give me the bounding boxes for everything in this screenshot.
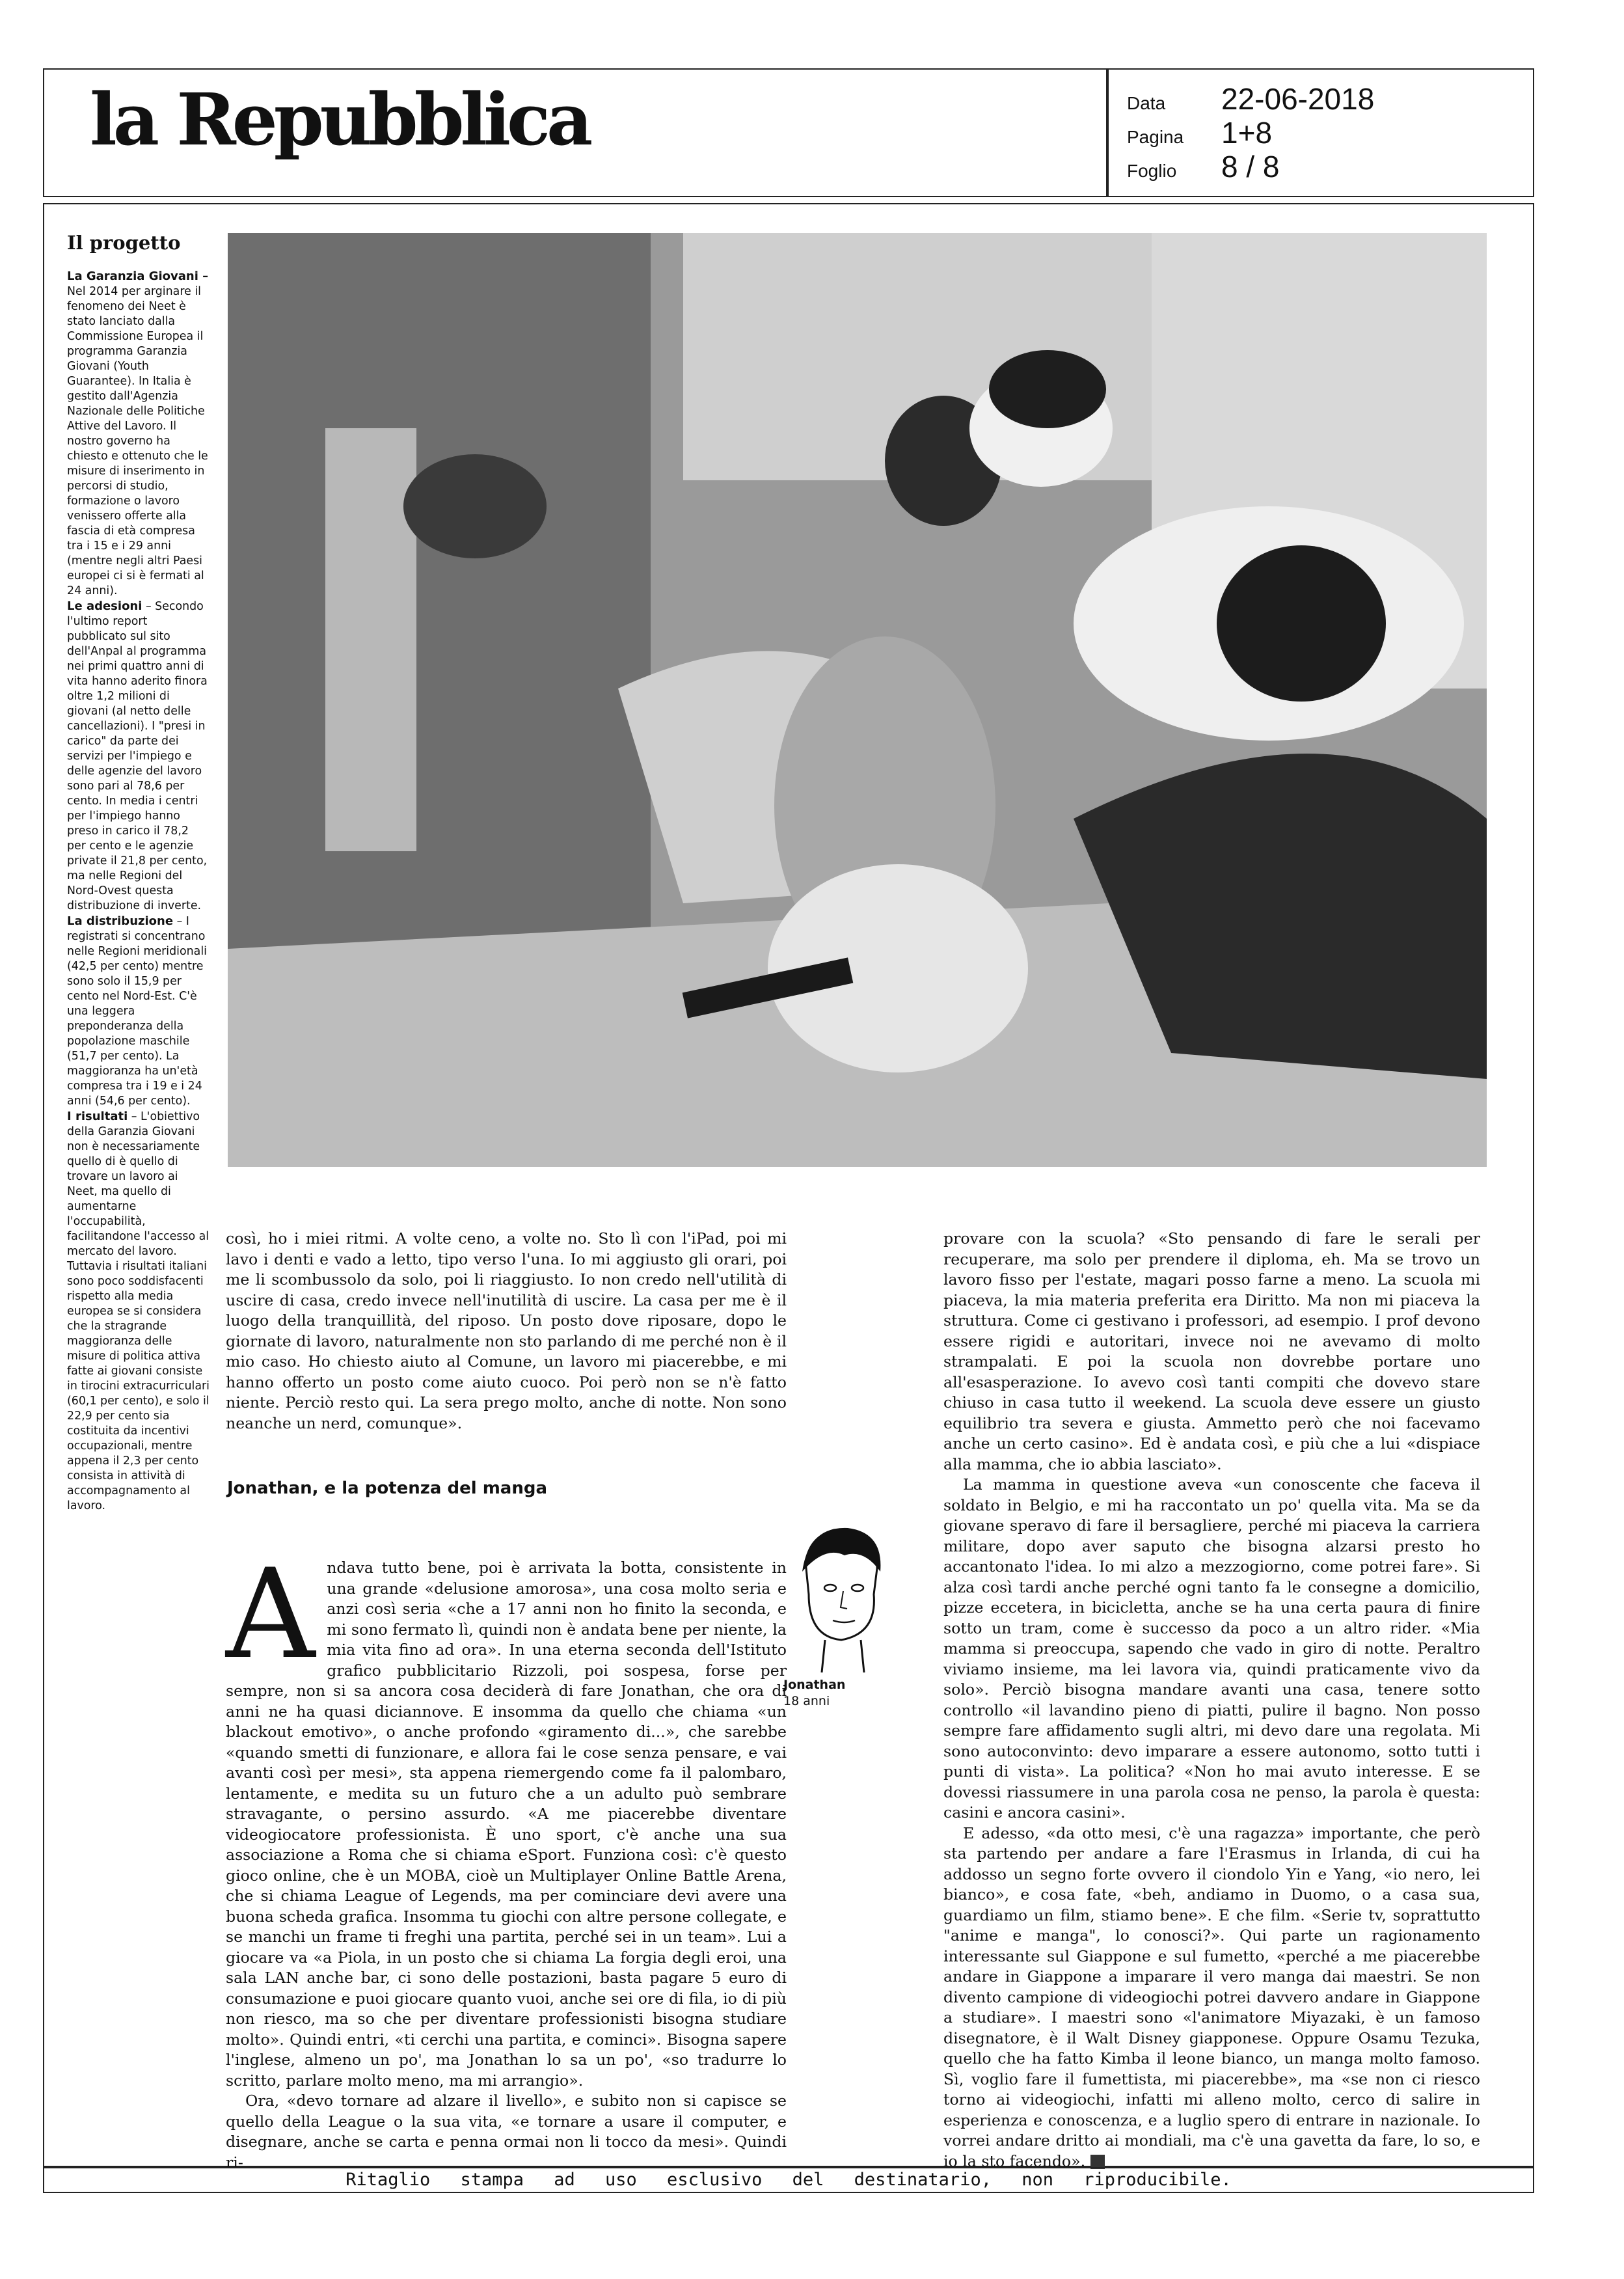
sidebar-section (67, 1109, 210, 1514)
sidebar-section-heading: I risultati (67, 1110, 128, 1123)
sidebar-section-heading: La distribuzione (67, 914, 174, 928)
sidebar-section-heading: La Garanzia Giovani – (67, 269, 209, 283)
masthead (43, 68, 1107, 197)
article-paragraph (943, 1823, 1480, 2172)
article-paragraph: La mamma in questione aveva «un conoscente che faceva il soldato in Belgio, e mi ha raccontato un po' quella vita. Ma se da giovane speravo di fare il bersagliere, perché mi piaceva la carriera militare, dopo aver saputo che bisogna alzarsi presto ho accantonato l'idea. Io mi alzo a mezzogiorno, come potrei fare». Si alza così tardi anche perché ogni tanto fa le consegne a domicilio, pizze eccetera, in bicicletta, anche se ha una certa paura di finire sotto un tram, come è successo da poco a un altro rider. «Mia mamma si preoccupa, sapendo che vado in giro di notte. Peraltro viviamo insieme, ma lei lavora via, quindi praticamente vivo da solo». Perciò bisogna mandare avanti una casa, tenere sotto controllo «il lavandino pieno di piatti, pulire il bagno. Non posso sempre fare affidamento sugli altri, mi devo dare una regolata. Mi sono autoconvinto: devo imparare a essere autonomo, sotto tutti i punti di vista». La politica? «Non ho mai avuto interesse. E se dovessi riassumere in una parola cosa ne penso, la parola è questa: casini e ancora casini». (943, 1475, 1480, 1822)
portrait-sketch (786, 1523, 893, 1672)
drop-cap: A (226, 1542, 316, 1686)
sidebar-section-text: Nel 2014 per arginare il fenomeno dei Neet è stato lanciato dalla Commissione Europea il programma Garanzia Giovani (Youth Guarantee). In Italia è gestito dall'Agenzia Nazionale delle Politiche Attive del Lavoro. Il nostro governo ha chiesto e ottenuto che le misure di inserimento in percorsi di studio, formazione o lavoro venissero offerte alla fascia di età compresa tra i 15 e i 29 anni (mentre negli altri Paesi europei ci si è fermati al 24 anni). (67, 285, 208, 597)
newspaper-logo: la Repubblica (90, 77, 589, 161)
info-label: Data (1127, 93, 1166, 113)
article-paragraph: così, ho i miei ritmi. A volte ceno, a volte no. Sto lì con l'iPad, poi mi lavo i denti e vado a letto, tipo verso l'una. Io mi aggiusto gli orari, poi me li scombussolo da solo, poi li riaggiusto. Io non credo nell'utilità di uscire di casa, credo invece nell'inutilità di uscire. La casa per me è il luogo della tranquillità, del riposo. Un posto dove riposare, dopo le giornate di lavoro, naturalmente non sto parlando di me perché non è il mio caso. Ho chiesto aiuto al Comune, un lavoro mi piacerebbe, e mi hanno offerto un posto come aiuto cuoco. Poi però non se n'è fatto niente. Perciò resto qui. La sera prego molto, anche di notte. Non sono neanche un nerd, comunque». (226, 1229, 787, 1432)
article-paragraph: provare con la scuola? «Sto pensando di fare le serali per recuperare, ma solo per prendere il diploma, eh. Ma se trovo un lavoro fisso per l'estate, magari posso farne a meno. La scuola mi piaceva, la mia materia preferita era Diritto. Ma non mi piaceva la struttura. Come ci gestivano i professori, ad esempio. I prof devono essere rigidi e autoritari, invece noi ne avevamo di molto strampalati. E poi la scuola non dovrebbe portare uno all'esasperazione. Io avevo così tanti compiti che dovevo stare chiuso in casa tutto il weekend. La scuola deve essere un giusto equilibrio tra severa e giusta. Ammetto però che noi facevamo anche un certo casino». Ed è andata così, e più che a lui «dispiace alla mamma, che io abbia lasciato». (943, 1229, 1480, 1473)
info-label: Pagina (1127, 127, 1184, 147)
info-value: 22-06-2018 (1221, 82, 1375, 116)
article-photo (228, 233, 1487, 1167)
sidebar-section-text: – I registrati si concentrano nelle Regioni meridionali (42,5 per cento) mentre sono solo il 15,9 per cento nel Nord-Est. C'è una leggera preponderanza della popolazione maschile (51,7 per cento). La maggioranza ha un'età compresa tra i 19 e i 24 anni (54,6 per cento). (67, 915, 207, 1108)
footer-disclaimer: Ritaglio stampa ad uso esclusivo del destinatario, non riproducibile. (345, 2170, 1232, 2190)
info-value: 8 / 8 (1221, 150, 1280, 184)
sidebar-project (67, 232, 210, 1514)
portrait-age: 18 anni (783, 1694, 830, 1708)
photo-illustration (228, 233, 1487, 1167)
clipping-info-box (1107, 68, 1534, 197)
sidebar-section (67, 914, 210, 1109)
article-paragraph: Ora, «devo tornare ad alzare il livello», e subito non si capisce se quello della League o la sua vita, «e tornare a usare il computer, e disegnare, anche se carta e penna ormai non li tocco da mesi». Quindi ri- (226, 2092, 787, 2172)
info-value: 1+8 (1221, 116, 1273, 150)
article-paragraph: ndava tutto bene, poi è arrivata la botta, consistente in una grande «delusione amorosa», una cosa molto seria e anzi così seria «che a 17 anni non ho finito la seconda, e mi sono fermato lì, quindi non è andata bene per niente, la mia vita fino ad ora». In una eterna seconda dell'Istituto grafico pubblicitario Rizzoli, poi sospesa, forse per sempre, non si sa ancora cosa deciderà di fare Jonathan, che ora di anni ne ha quasi diciannove. E insomma da quello che chiama «un blackout emotivo», o anche profondo «giramento di...», che sarebbe «quando smetti di funzionare, e allora fai le cose senza pensare, e vai avanti così per mesi», sta appena riemergendo come fa il palombaro, lentamente, e medita su un futuro che a un adulto può sembrare stravagante, o persino assurdo. «A me piacerebbe diventare videogiocatore professionista. È uno sport, c'è anche una sua associazione a Roma che si chiama eSport. Funziona così: c'è questo gioco online, che è un MOBA, cioè un Multiplayer Online Battle Arena, che si chiama League of Legends, ma per cominciare devi avere una buona scheda grafica. Insomma tu giochi con altre persone collegate, e se manchi un frame ti freghi una partita, perché sei in un team». Lui a giocare va «a Piola, in un posto che si chiama La forgia degli eroi, una sala LAN anche bar, ci sono delle postazioni, basta pagare 5 euro di consumazione e puoi giocare quanto vuoi, anche sei ore di fila, io di più non riesco, ma so che per diventare professionisti bisogna studiare molto». Quindi entri, «ti cerchi una partita, e cominci». Bisogna sapere l'inglese, almeno un po', ma Jonathan lo sa un po', «so tradurre lo scritto, parlare molto meno, ma mi arrangio». (226, 1559, 787, 2090)
article-column-1 (226, 1229, 787, 1434)
sidebar-title: Il progetto (67, 232, 181, 254)
sidebar-section-text: – Secondo l'ultimo report pubblicato sul sito dell'Anpal al programma nei primi quattro anni di vita hanno aderito finora oltre 1,2 milioni di giovani (al netto delle cancellazioni). I "presi in carico" da parte dei servizi per l'impiego e delle agenzie del lavoro sono pari al 78,6 per cento. In media i centri per l'impiego hanno preso in carico il 78,2 per cento e le agenzie private il 21,8 per cento, ma nelle Regioni del Nord-Ovest questa distribuzione di inverte. (67, 600, 208, 912)
sidebar-section-heading: Le adesioni (67, 599, 142, 613)
portrait-name: Jonathan (783, 1678, 846, 1692)
article-paragraph-text: E adesso, «da otto mesi, c'è una ragazza» importante, che però sta partendo per andare a fare l'Erasmus in Irlanda, di cui ha addosso un segno forte ovvero il ciondolo Yin e Yang, «io nero, lei bianco», e cosa fate, «beh, andiamo in Duomo, o a casa sua, guardiamo un film, stiamo bene». E che film. «Serie tv, soprattutto "anime e manga", lo conosci?». Qui parte un ragionamento interessante sul Giappone e sul fumetto, «perché a me piacerebbe andare in Giappone a imparare il vero manga dai maestri. Se non divento campione di videogiochi potrei davvero andare in Giappone a studiare». I maestri sono «l'animatore Miyazaki, è un famoso disegnatore, è il Walt Disney giapponese. Oppure Osamu Tezuka, quello che ha fatto Kimba il leone bianco, un manga molto famoso. Sì, voglio fare il fumettista, mi piacerebbe», ma «se non ci riesco torno ai videogiochi, infatti mi alleno molto, cerco di salire in esperienza e conoscenza, e a luglio spero di entrare in nazionale. Io vorrei andare dritto ai mondiali, ma c'è una gavetta da fare, lo so, e io la sto facendo». (943, 1823, 1480, 2170)
footer (43, 2167, 1534, 2193)
sidebar-section (67, 599, 210, 914)
sidebar-section-text: – L'obiettivo della Garanzia Giovani non è necessariamente quello di è quello di trovare un lavoro ai Neet, ma quello di aumentarne l'occupabilità, facilitandone l'accesso al mercato del lavoro. Tuttavia i risultati italiani sono poco soddisfacenti rispetto alla media europea se si considera che la stragrande maggioranza delle misure di politica attiva fatte ai giovani consiste in tirocini extracurriculari (60,1 per cento), e solo il 22,9 per cento sia costituita da incentivi occupazionali, mentre appena il 2,3 per cento consista in attività di accompagnamento al lavoro. (67, 1110, 210, 1512)
info-row-sheet (1127, 149, 1280, 184)
sidebar-section (67, 269, 210, 599)
info-row-date (1127, 81, 1374, 116)
info-row-page (1127, 115, 1272, 150)
article-column-1-continued (226, 1542, 787, 2173)
article-column-2 (943, 1229, 1480, 2172)
info-label: Foglio (1127, 161, 1177, 181)
article-subhead: Jonathan, e la potenza del manga (227, 1479, 547, 1498)
